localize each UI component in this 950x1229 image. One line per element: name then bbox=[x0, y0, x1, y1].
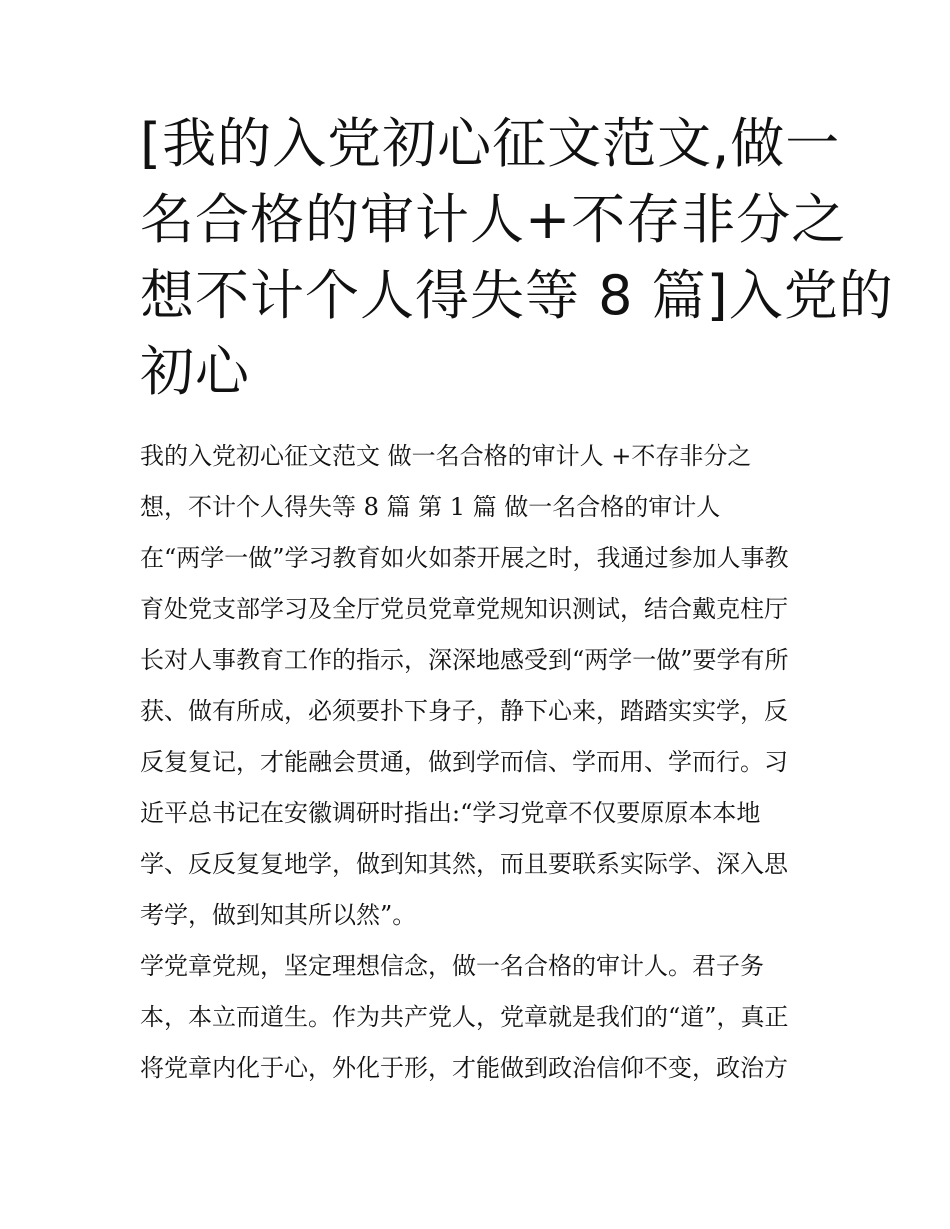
body-line: 想，不计个人得失等 8 篇 第 1 篇 做一名合格的审计人 bbox=[140, 493, 721, 521]
body-line: 近平总书记在安徽调研时指出:“学习党章不仅要原原本本地 bbox=[140, 799, 761, 827]
title-line: 名合格的审计人+不存非分之 bbox=[140, 188, 847, 251]
document-title bbox=[140, 106, 894, 410]
body-line: 学、反反复复地学，做到知其然，而且要联系实际学、深入思 bbox=[140, 850, 788, 878]
title-line: [我的入党初心征文范文,做一 bbox=[140, 112, 841, 175]
body-line: 考学，做到知其所以然”。 bbox=[140, 901, 417, 929]
body-line: 本，本立而道生。作为共产党人，党章就是我们的“道”，真正 bbox=[140, 1003, 789, 1031]
body-line: 育处党支部学习及全厅党员党章党规知识测试，结合戴克柱厅 bbox=[140, 595, 788, 623]
body-line: 学党章党规，坚定理想信念，做一名合格的审计人。君子务 bbox=[140, 952, 764, 980]
title-line: 想不计个人得失等 8 篇]入党的 bbox=[140, 264, 894, 327]
body-line: 在“两学一做”学习教育如火如荼开展之时，我通过参加人事教 bbox=[140, 544, 789, 572]
body-line: 获、做有所成，必须要扑下身子，静下心来，踏踏实实学，反 bbox=[140, 697, 788, 725]
body-line: 我的入党初心征文范文 做一名合格的审计人 +不存非分之 bbox=[140, 442, 752, 470]
body-line: 长对人事教育工作的指示，深深地感受到“两学一做”要学有所 bbox=[140, 646, 789, 674]
body-line: 将党章内化于心，外化于形，才能做到政治信仰不变，政治方 bbox=[140, 1054, 788, 1082]
document-body bbox=[140, 431, 830, 1094]
title-line: 初心 bbox=[140, 340, 250, 403]
body-line: 反复复记，才能融会贯通，做到学而信、学而用、学而行。习 bbox=[140, 748, 788, 776]
